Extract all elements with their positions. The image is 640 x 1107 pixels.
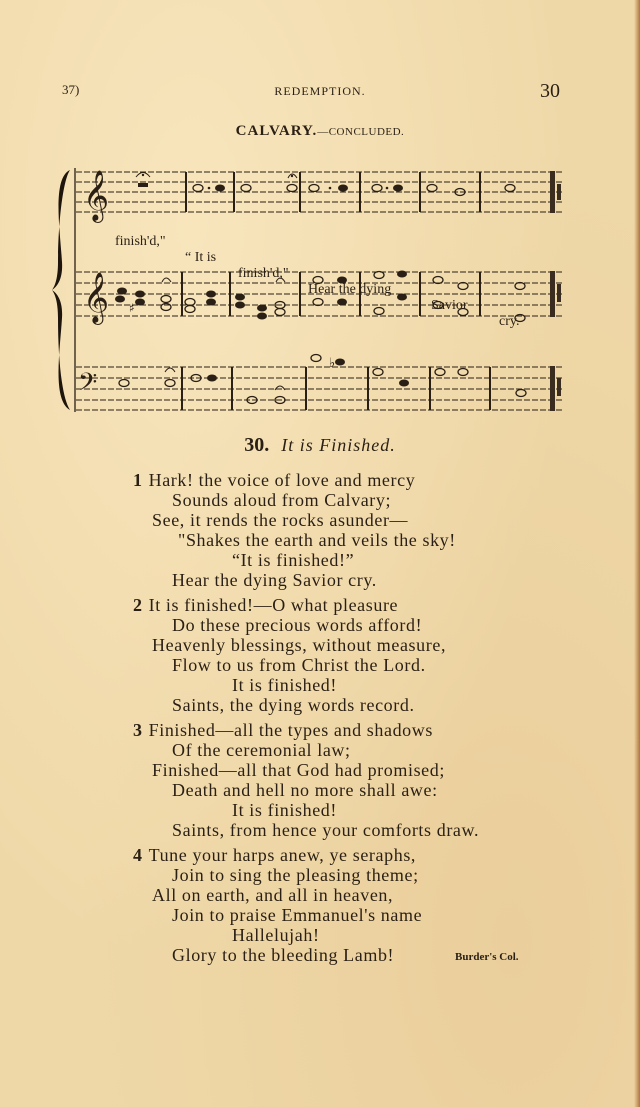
- hymn-number: 30.: [244, 434, 270, 456]
- tune-subtitle: —CONCLUDED.: [317, 126, 405, 138]
- system-brace: [52, 170, 70, 410]
- verse-line: Glory to the bleeding Lamb!: [172, 945, 395, 965]
- stanza-number: 3: [133, 720, 143, 740]
- verse-line: It is finished!: [232, 800, 337, 820]
- verse-line: Death and hell no more shall awe:: [172, 780, 438, 800]
- verse-line: Do these precious words afford!: [172, 615, 423, 635]
- treble-clef-icon: 𝄞: [83, 272, 110, 323]
- verse-line: 2 It is finished!—O what pleasure: [133, 595, 399, 615]
- verse-line: Hallelujah!: [232, 925, 320, 945]
- stanza-number: 2: [133, 595, 143, 615]
- lyric-syllable: cry.: [499, 314, 520, 329]
- score-lyrics: [115, 218, 520, 330]
- verse-line: Hear the dying Savior cry.: [172, 570, 377, 590]
- sharp-icon: ♯: [129, 301, 135, 315]
- verse-line: Sounds aloud from Calvary;: [172, 490, 392, 510]
- flat-icon: ♭: [329, 356, 336, 371]
- verse-line: See, it rends the rocks asunder—: [152, 510, 409, 530]
- lyric-syllable: finish'd,": [115, 234, 166, 249]
- verse-line: "Shakes the earth and veils the sky!: [178, 530, 456, 550]
- verse-line: Of the ceremonial law;: [172, 740, 351, 760]
- verse-line: Flow to us from Christ the Lord.: [172, 655, 426, 675]
- tune-name: CALVARY.: [235, 123, 318, 139]
- hymn-heading: [0, 434, 640, 457]
- stanza-number: 1: [133, 470, 143, 490]
- verse-line: Finished—all that God had promised;: [152, 760, 445, 780]
- staff-bass: [76, 367, 562, 410]
- verse-line: Join to praise Emmanuel's name: [172, 905, 423, 925]
- verse-line: Heavenly blessings, without measure,: [152, 635, 447, 655]
- lyric-syllable: finish'd,": [238, 266, 289, 281]
- verse-line: 4 Tune your harps anew, ye seraphs,: [133, 845, 417, 865]
- music-score: [0, 0, 640, 440]
- left-page-reference: 37): [62, 82, 80, 97]
- verse-line: 1 Hark! the voice of love and mercy: [133, 470, 416, 490]
- verse-line: Saints, from hence your comforts draw.: [172, 820, 480, 840]
- lyric-syllable: Hear the dying: [308, 282, 392, 297]
- hymn-title: It is Finished.: [281, 435, 396, 455]
- page-number: 30: [540, 80, 560, 102]
- verse-line: “It is finished!”: [232, 550, 355, 570]
- verse-line: Saints, the dying words record.: [172, 695, 415, 715]
- verse-line: All on earth, and all in heaven,: [152, 885, 394, 905]
- stanza-number: 4: [133, 845, 143, 865]
- verse-line: 3 Finished—all the types and shadows: [133, 720, 433, 740]
- attribution: Burder's Col.: [455, 951, 519, 963]
- lyric-syllable: Savior: [431, 298, 468, 313]
- bass-clef-icon: 𝄢: [78, 368, 98, 403]
- final-barline: [550, 171, 555, 213]
- verse-line: Join to sing the pleasing theme;: [172, 865, 419, 885]
- verse-line: It is finished!: [232, 675, 337, 695]
- staff-melody: [76, 172, 562, 212]
- section-title: REDEMPTION.: [274, 84, 366, 98]
- treble-clef-icon: 𝄞: [83, 170, 110, 221]
- lyric-syllable: “ It is: [185, 250, 217, 265]
